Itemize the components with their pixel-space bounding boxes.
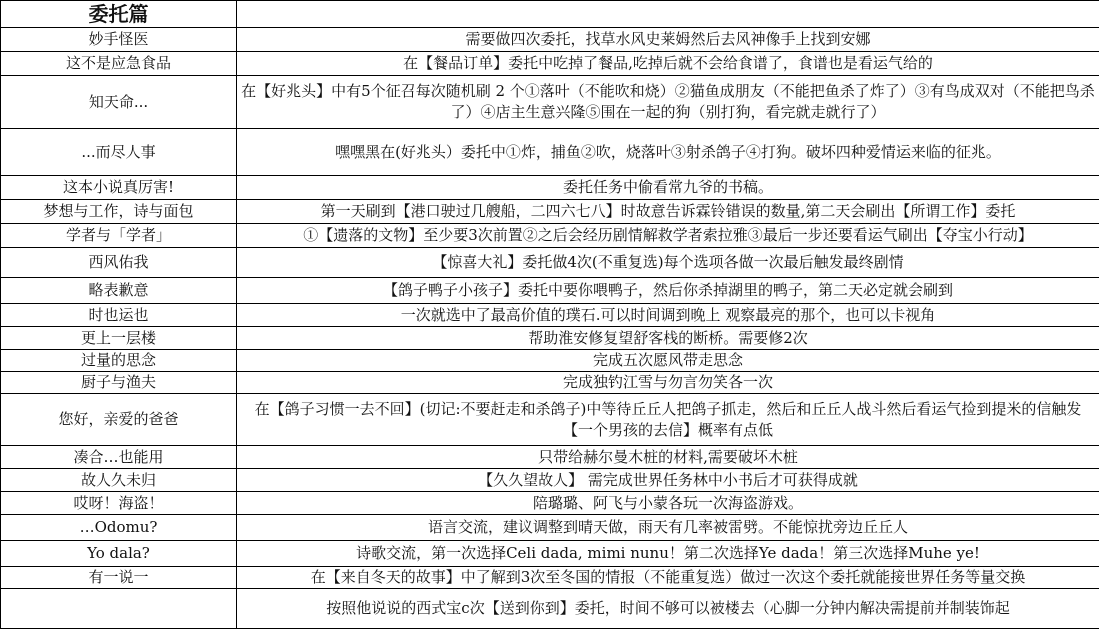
achievement-method-cell: 【鸽子鸭子小孩子】委托中要你喂鸭子，然后你杀掉湖里的鸭子，第二天必定就会刷到: [237, 278, 1099, 304]
achievement-name-cell: 凑合…也能用: [1, 446, 237, 469]
table-row: [1, 589, 1099, 629]
achievement-method-cell: ①【遗落的文物】至少要3次前置②之后会经历剧情解救学者索拉雅③最后一步还要看运气刷出【夺宝小行动】: [237, 224, 1099, 248]
achievement-method-cell: 在【鸽子习惯一去不回】(切记:不要赶走和杀鸽子)中等待丘丘人把鸽子抓走，然后和丘丘人战斗然后看运气捡到提米的信触发【一个男孩的去信】概率有点低: [237, 394, 1099, 446]
achievement-method-cell: 在【餐品订单】委托中吃掉了餐品,吃掉后就不会给食谱了，食谱也是看运气给的: [237, 52, 1099, 76]
achievement-method-cell: 委托任务中偷看常九爷的书稿。: [237, 176, 1099, 200]
achievement-name-cell: [1, 589, 237, 629]
achievement-method-cell: 完成五次愿风带走思念: [237, 350, 1099, 372]
achievement-name-cell: 有一说一: [1, 567, 237, 589]
achievement-method-cell: 第一天刷到【港口驶过几艘船，二四六七八】时故意告诉霖铃错误的数量,第二天会刷出【所谓工作】委托: [237, 200, 1099, 224]
achievement-name-cell: 时也运也: [1, 304, 237, 327]
achievement-method-cell: 需要做四次委托，找草水风史莱姆然后去风神像手上找到安娜: [237, 28, 1099, 52]
achievement-method-cell: 嘿嘿黑在(好兆头）委托中①炸，捕鱼②吹，烧落叶③射杀鸽子④打狗。破坏四种爱情运来临的征兆。: [237, 129, 1099, 176]
achievement-method-cell: 完成独钓江雪与勿言勿笑各一次: [237, 372, 1099, 394]
table-row: [1, 567, 1099, 589]
achievement-name-cell: 您好，亲爱的爸爸: [1, 394, 237, 446]
table-row: [1, 129, 1099, 176]
achievement-name-cell: Yo dala?: [1, 541, 237, 567]
sheet-title: 委托篇: [1, 1, 237, 28]
achievement-name-cell: 哎呀！海盗！: [1, 492, 237, 515]
table-row: [1, 350, 1099, 372]
table-row: [1, 248, 1099, 278]
table-row: [1, 492, 1099, 515]
achievement-method-cell: 陪璐璐、阿飞与小蒙各玩一次海盗游戏。: [237, 492, 1099, 515]
achievement-name-cell: 故人久未归: [1, 469, 237, 492]
achievement-method-cell: 诗歌交流，第一次选择Celi dada, mimi nunu！第二次选择Ye dada！第三次选择Muhe ye!: [237, 541, 1099, 567]
achievement-name-cell: 这本小说真厉害!: [1, 176, 237, 200]
table-row: [1, 52, 1099, 76]
achievement-name-cell: 这不是应急食品: [1, 52, 237, 76]
achievement-method-cell: 【惊喜大礼】委托做4次(不重复选)每个选项各做一次最后触发最终剧情: [237, 248, 1099, 278]
achievement-name-cell: 更上一层楼: [1, 327, 237, 350]
table-row: [1, 76, 1099, 129]
table-row: [1, 327, 1099, 350]
achievement-name-cell: 妙手怪医: [1, 28, 237, 52]
header-row: [1, 1, 1099, 28]
table-row: [1, 278, 1099, 304]
header-blank-cell: [237, 1, 1099, 28]
table-row: [1, 224, 1099, 248]
achievement-name-cell: …Odomu?: [1, 515, 237, 541]
achievement-name-cell: 略表歉意: [1, 278, 237, 304]
achievement-method-cell: 只带给赫尔曼木桩的材料,需要破坏木桩: [237, 446, 1099, 469]
achievement-method-cell: 帮助淮安修复望舒客栈的断桥。需要修2次: [237, 327, 1099, 350]
table-row: [1, 200, 1099, 224]
achievement-method-cell: 按照他说说的西式宝c次【送到你到】委托，时间不够可以被楼去（心脚一分钟内解决需提前并制装饰起: [237, 589, 1099, 629]
achievement-name-cell: 梦想与工作，诗与面包: [1, 200, 237, 224]
achievement-name-cell: 西风佑我: [1, 248, 237, 278]
table-row: [1, 372, 1099, 394]
table-row: [1, 541, 1099, 567]
achievement-method-cell: 一次就选中了最高价值的璞石.可以时间调到晚上 观察最亮的那个，也可以卡视角: [237, 304, 1099, 327]
achievement-name-cell: 知天命...: [1, 76, 237, 129]
table-row: [1, 394, 1099, 446]
table-row: [1, 469, 1099, 492]
achievement-name-cell: 厨子与渔夫: [1, 372, 237, 394]
table-row: [1, 28, 1099, 52]
table-row: [1, 446, 1099, 469]
achievement-name-cell: 学者与「学者」: [1, 224, 237, 248]
table-row: [1, 176, 1099, 200]
achievement-method-cell: 【久久望故人】 需完成世界任务林中小书后才可获得成就: [237, 469, 1099, 492]
achievement-method-cell: 在【好兆头】中有5个征召每次随机刷 2 个①落叶（不能吹和烧）②猫鱼成朋友（不能把鱼杀了炸了）③有鸟成双对（不能把鸟杀了）④店主生意兴隆⑤围在一起的狗（别打狗，看完就走就行了）: [237, 76, 1099, 129]
table-row: [1, 515, 1099, 541]
achievement-name-cell: ...而尽人事: [1, 129, 237, 176]
table-row: [1, 304, 1099, 327]
achievement-method-cell: 语言交流，建议调整到晴天做，雨天有几率被雷劈。不能惊扰旁边丘丘人: [237, 515, 1099, 541]
achievement-name-cell: 过量的思念: [1, 350, 237, 372]
achievement-method-cell: 在【来自冬天的故事】中了解到3次至冬国的情报（不能重复选）做过一次这个委托就能接世界任务等量交换: [237, 567, 1099, 589]
